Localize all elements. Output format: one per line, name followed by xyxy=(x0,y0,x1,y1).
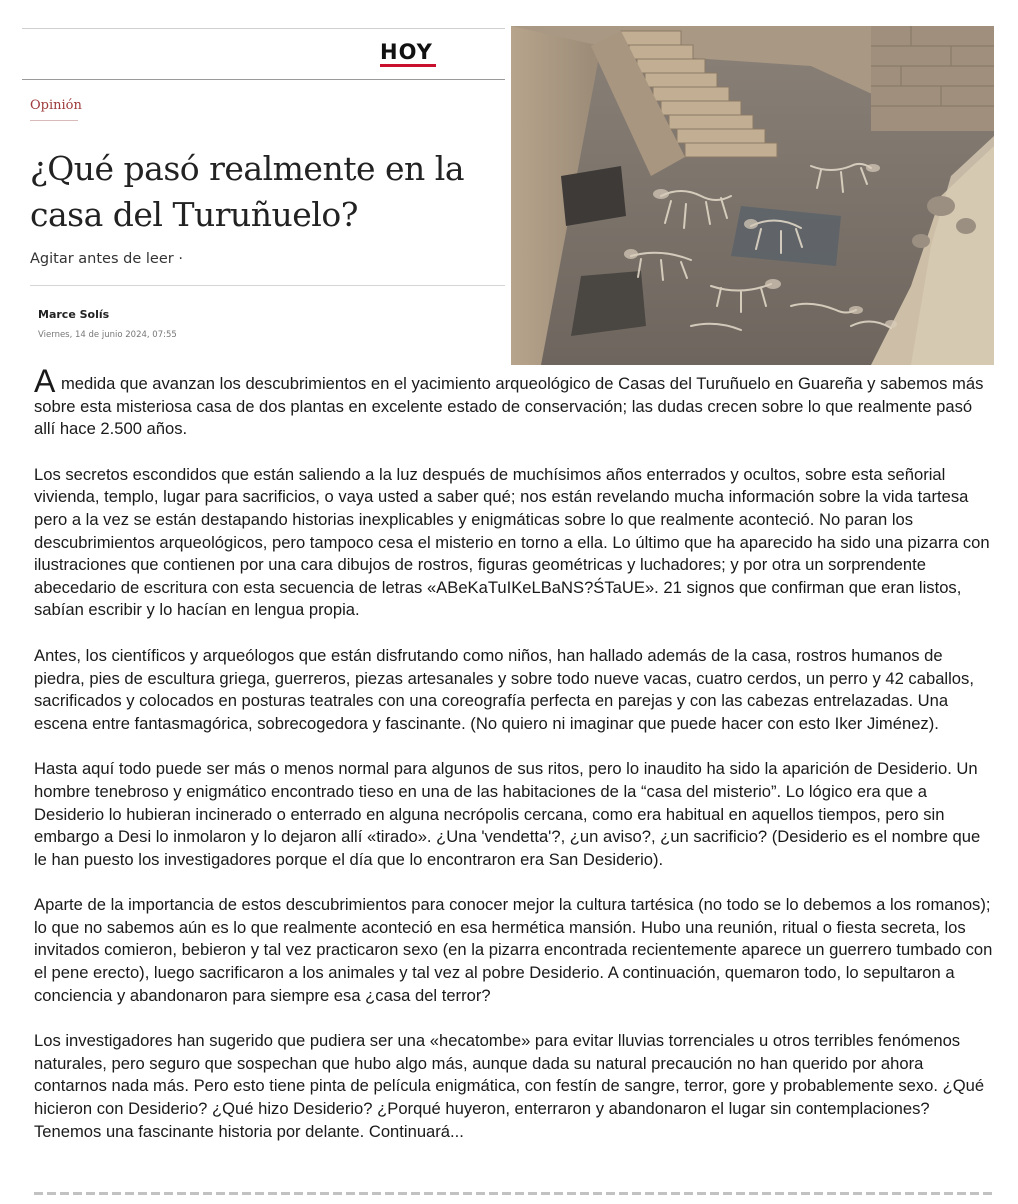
header-bottom-rule xyxy=(22,79,505,80)
drop-cap: A xyxy=(34,363,56,399)
article-paragraph-3: Antes, los científicos y arqueólogos que están disfrutando como niños, han hallado además de la casa, rostros humanos de piedra, pies de escultura griega, guerreros, piezas artesanales y sobre todo nueve vacas, cuatro cerdos, un perro y 42 caballos, sacrificados y colocados en posturas teatrales con una coreografía perfecta en parejas y con las cabezas entrelazadas. Una escena entre fantasmagórica, sobrecogedora y fascinante. (No quiero ni imaginar que puede hacer con esto Iker Jiménez). xyxy=(34,645,974,733)
article-paragraph-2: Los secretos escondidos que están saliendo a la luz después de muchísimos años enterrados y ocultos, sobre esta señorial vivienda, templo, lugar para sacrificios, o vaya usted a saber qué; nos están revelando mucha información sobre la vida tartesa pero a la vez se están destapando historias inexplicables y enigmáticas sobre lo que realmente aconteció. No paran los descubrimientos arqueológicos, pero tampoco cesa el misterio en torno a ella. Lo último que ha aparecido ha sido una pizarra con ilustraciones que contienen por una cara dibujos de rostros, figuras geométricas y luchadores; y por otra un sorprendente abecedario de escritura con esta secuencia de letras «ABeKaTuIKeLBaNS?ŚTaUE». 21 signos que confirman que eran listos, sabían escribir y lo hacían en lengua propia. xyxy=(34,464,990,620)
truncated-text-line xyxy=(34,1190,996,1204)
article-subtitle: Agitar antes de leer · xyxy=(30,251,183,267)
logo-accent-bar xyxy=(380,64,436,67)
article-paragraph-5: Aparte de la importancia de estos descubrimientos para conocer mejor la cultura tartésica (no todo se lo debemos a los romanos); lo que no sabemos aún es lo que realmente aconteció en esa hermética mansión. Hubo una reunión, ritual o fiesta secreta, los invitados comieron, bebieron y tal vez practicaron sexo (en la pizarra encontrada recientemente aparece un guerrero tumbado con el pene erecto), luego sacrificaron a los animales y tal vez al pobre Desiderio. A continuación, quemaron todo, lo sepultaron a conciencia y abandonaron para siempre esa ¿casa del terror? xyxy=(34,895,993,1005)
publish-date: Viernes, 14 de junio 2024, 07:55 xyxy=(38,330,177,340)
article-body xyxy=(34,363,996,1166)
byline-divider xyxy=(30,285,505,286)
article-paragraph-1 xyxy=(34,363,996,441)
author-name[interactable]: Marce Solís xyxy=(38,308,110,321)
section-underline xyxy=(30,120,78,121)
site-logo[interactable]: HOY xyxy=(380,40,433,64)
article-photo xyxy=(511,26,994,365)
paragraph-text: medida que avanzan los descubrimientos en el yacimiento arqueológico de Casas del Turuñuelo en Guareña y sabemos más sobre esta misteriosa casa de dos plantas en excelente estado de conservación; las dudas crecen sobre lo que realmente pasó allí hace 2.500 años. xyxy=(34,374,984,439)
article-paragraph-4: Hasta aquí todo puede ser más o menos normal para algunos de sus ritos, pero lo inaudito ha sido la aparición de Desiderio. Un hombre tenebroso y enigmático encontrado tieso en una de las habitaciones de la “casa del misterio”. Lo lógico era que a Desiderio lo hubieran incinerado o enterrado en alguna necrópolis cercana, como era habitual en aquellos tiempos, pero sin embargo a Desi lo inmolaron y lo dejaron allí «tirado». ¿Una 'vendetta'?, ¿un aviso?, ¿un sacrificio? (Desiderio es el nombre que le han puesto los investigadores porque el día que lo encontraron era San Desiderio). xyxy=(34,759,981,869)
page-title: ¿Qué pasó realmente en la casa del Turuñuelo? xyxy=(30,149,464,234)
header-top-rule xyxy=(22,28,505,29)
article-paragraph-6: Los investigadores han sugerido que pudiera ser una «hecatombe» para evitar lluvias torrenciales u otros terribles fenómenos naturales, pero seguro que sospechan que hubo algo más, aunque dada su natural precaución no han querido por ahora contarnos nada más. Pero esto tiene pinta de película enigmática, con festín de sangre, terror, gore y probablemente sexo. ¿Qué hicieron con Desiderio? ¿Qué hizo Desiderio? ¿Porqué huyeron, enterraron y abandonaron el lugar sin contemplaciones? Tenemos una fascinante historia por delante. Continuará... xyxy=(34,1031,985,1141)
excavation-illustration xyxy=(511,26,994,365)
section-link[interactable]: Opinión xyxy=(30,98,82,113)
